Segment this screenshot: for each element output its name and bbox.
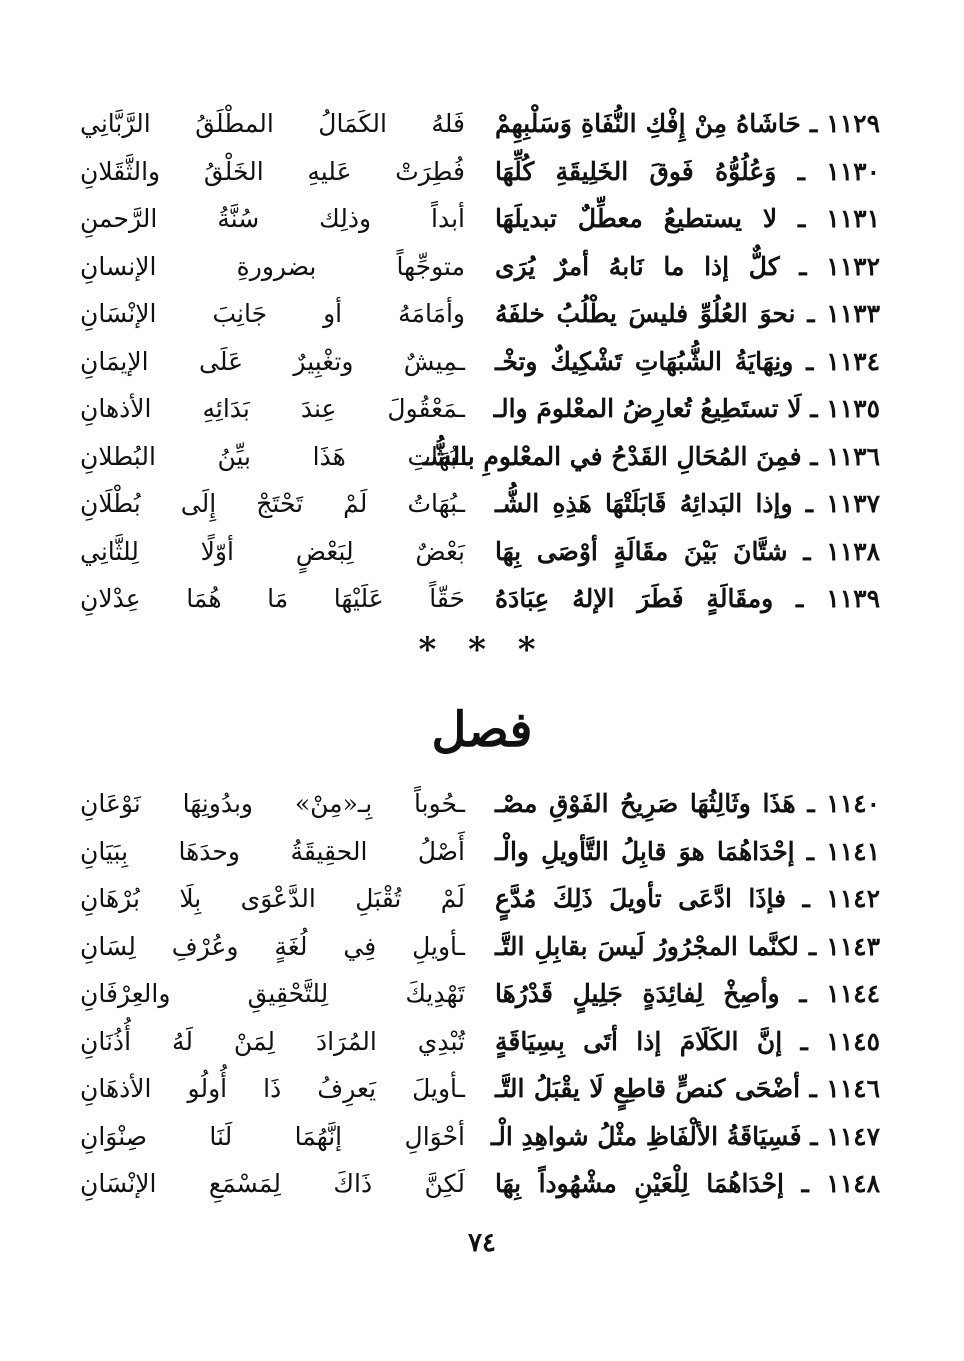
verse (80, 970, 880, 1018)
verse-first-hemistich: ١١٣٤ ـ ونِهَايَةُ الشُّبُهَاتِ تَشْكِيكٌ وتخْـ (495, 346, 880, 376)
verse (80, 528, 880, 576)
verse (80, 100, 880, 148)
verse (80, 243, 880, 291)
verse-first-hemistich: ١١٤٣ ـ لكنَّما المجْرُورُ لَيسَ بقابِلِ التَّـ (495, 931, 880, 961)
page-number: ٧٤ (468, 1228, 496, 1258)
verse-first-hemistich: ١١٢٩ ـ حَاشَاهُ مِنْ إِفْكِ النُّفَاةِ وَسَلْبِهِمْ (495, 109, 880, 138)
verse-first-hemistich: ١١٤٢ ـ فإذَا ادَّعَى تأويلَ ذَلِكَ مُدَّعٍ (495, 884, 880, 913)
verse (80, 148, 880, 196)
verse (80, 575, 880, 623)
verse-second-hemistich: ـحُوباً بِـ«مِنْ» وبدُونِهَا نَوْعَانِ (80, 789, 465, 818)
verse (80, 923, 880, 971)
verse-second-hemistich: ـأويلِ فِي لُغَةٍ وعُرْفِ لِسَانِ (80, 931, 465, 961)
verse-second-hemistich: ـأويلَ يَعرِفُ ذَا أُولُو الأذهَانِ (80, 1074, 465, 1103)
verse-first-hemistich: ١١٣٦ ـ فمِنَ المُحَالِ القَدْحُ في المعْلومِ بالشُّـ (422, 441, 880, 471)
verse-second-hemistich: أحْوَالِ إنَّهُمَا لَنَا صِنْوَانِ (80, 1121, 465, 1151)
verse-second-hemistich: أبداً وذلِك سُنَّةُ الرَّحمنِ (80, 204, 465, 233)
verse-second-hemistich: فُطِرَتْ عَليهِ الخَلْقُ والثَّقَلانِ (80, 156, 465, 186)
verse-first-hemistich: ١١٣١ ـ لا يستطيعُ معطِّلٌ تبديلَهَا (495, 204, 880, 233)
verse-first-hemistich: ١١٣٥ ـ لَا تستَطِيعُ تُعارِضُ المعْلومَ والـ (493, 394, 880, 423)
verse-first-hemistich: ١١٤٠ ـ هَذَا وثَالِثُهَا صَرِيحُ الفَوْقِ مصْـ (495, 789, 880, 818)
verse-first-hemistich: ١١٣٨ ـ شتَّانَ بَيْنَ مقَالَةٍ أوْصَى بِهَا (495, 536, 880, 566)
verse (80, 780, 880, 828)
verse-second-hemistich: وأمَامَهُ أو جَانِبَ الإنْسَانِ (80, 299, 465, 328)
verse-first-hemistich: ١١٣٧ ـ وإذا البَدائِهُ قَابَلَتْهَا هَذِهِ الشُّـ (495, 489, 880, 518)
verse-second-hemistich: لَمْ تُقْبَلِ الدَّعْوَى بِلَا بُرْهَانِ (80, 884, 465, 913)
verse-second-hemistich: ـبُهَاتُ لَمْ تَحْتَجْ إِلَى بُطْلَانِ (80, 489, 465, 518)
verse (80, 385, 880, 433)
verse-second-hemistich: فَلهُ الكَمَالُ المطْلَقُ الرَّبَّانِي (80, 109, 465, 138)
verse-first-hemistich: ١١٤٥ ـ إنَّ الكَلَامَ إذا أتَى بِسِيَاقَةٍ (495, 1026, 880, 1056)
verse-second-hemistich: لَكِنَّ ذَاكَ لِمَسْمَعِ الإنْسَانِ (80, 1169, 465, 1198)
verse (80, 338, 880, 386)
verse-first-hemistich: ١١٣٠ ـ وَعُلُوُّهُ فَوقَ الخَلِيقَةِ كُلِّهَا (495, 156, 880, 186)
verse-second-hemistich: تَهْدِيكَ لِلتَّحْقِيقِ والعِرْفَانِ (80, 979, 465, 1008)
verse-first-hemistich: ١١٤٨ ـ إحْدَاهُمَا لِلْعَيْنِ مشْهُوداً بِهَا (495, 1169, 880, 1198)
verse-first-hemistich: ١١٣٩ ـ ومقَالَةٍ فَطَرَ الإلهُ عِبَادَهُ (495, 584, 880, 613)
verse-first-hemistich: ١١٤٤ ـ وأصِخْ لِفائِدَةٍ جَلِيلٍ قَدْرُهَا (495, 979, 880, 1008)
verse-second-hemistich: بَعْضٌ لِبَعْضٍ أوّلًا لِلثَّانِي (80, 536, 465, 566)
verse-second-hemistich: ـمَعْقُولَ عِندَ بَدَائِهِ الأذهانِ (80, 394, 465, 423)
verses-block-2 (80, 780, 880, 1208)
verse-first-hemistich: ١١٤٧ ـ فَسِيَاقَةُ الألْفَاظِ مثْلُ شواهِدِ الْـ (490, 1121, 880, 1151)
verse-first-hemistich: ١١٣٢ ـ كلٌّ إذا ما نَابهُ أمرٌ يُرَى (495, 251, 880, 281)
verse (80, 1113, 880, 1161)
asterisk-separator: * * * (418, 630, 546, 670)
verse (80, 828, 880, 876)
verse-first-hemistich: ١١٤٦ ـ أضْحَى كنصٍّ قاطِعٍ لَا يقْبَلُ التَّـ (495, 1074, 880, 1103)
verse (80, 195, 880, 243)
section-title: فصل (431, 702, 533, 758)
verse (80, 1160, 880, 1208)
verse-second-hemistich: متوجِّهاً بضرورةِ الإنسانِ (80, 251, 465, 281)
verse-second-hemistich: ـبُهَاتِ هَذَا بيِّنُ البُطلانِ (80, 441, 465, 471)
verse (80, 1065, 880, 1113)
verse (80, 433, 880, 481)
verse (80, 875, 880, 923)
verse (80, 1018, 880, 1066)
verse-first-hemistich: ١١٣٣ ـ نحوَ العُلُوِّ فليسَ يطْلُبُ خلفَهُ (495, 299, 880, 328)
verse-first-hemistich: ١١٤١ ـ إحْدَاهُمَا هوَ قابِلُ التَّأويلِ والْـ (495, 836, 880, 866)
verse (80, 480, 880, 528)
verses-block-1 (80, 100, 880, 623)
verse-second-hemistich: حَقّاً عَلَيْهَا مَا هُمَا عِدْلانِ (80, 584, 465, 613)
verse-second-hemistich: ـمِيشٌ وتغْبِيرٌ عَلَى الإيمَانِ (80, 346, 465, 376)
verse-second-hemistich: أَصْلُ الحقِيقَةُ وحدَهَا بِبَيَانِ (80, 836, 465, 866)
verse (80, 290, 880, 338)
verse-second-hemistich: تُبْدِي المُرَادَ لِمَنْ لَهُ أُذُنَانِ (80, 1026, 465, 1056)
